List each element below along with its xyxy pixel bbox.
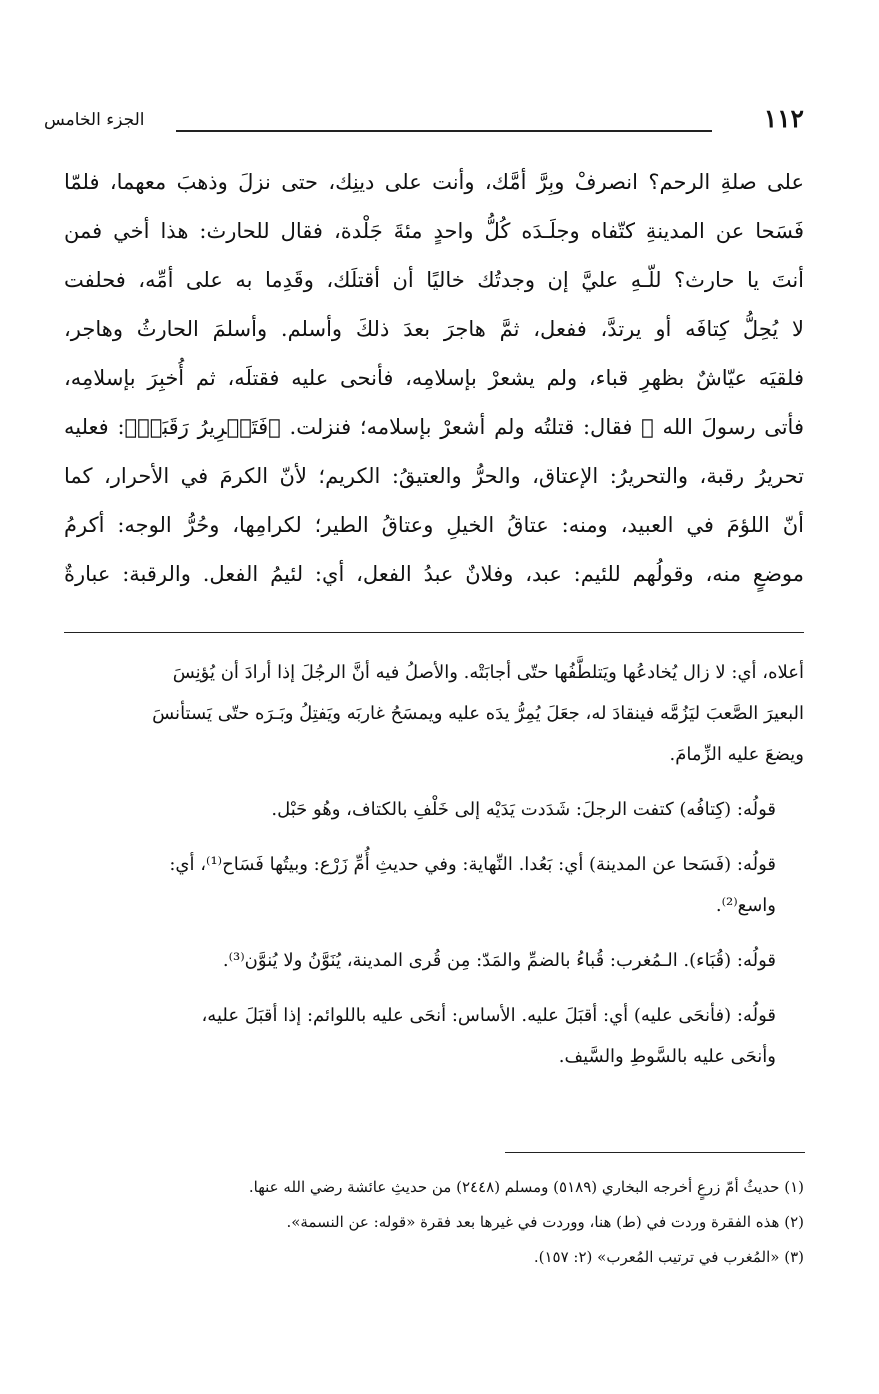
commentary-line: أعلاه، أي: لا زال يُخادعُها ويَتلطَّفُها حتّى أجابَتْه. والأصلُ فيه أنَّ الرجُلَ إذا أرادَ أن يُؤنِسَ — [172, 662, 804, 683]
commentary-line: وأنحَى عليه بالسَّوطِ والسَّيف. — [558, 1046, 776, 1067]
commentary-line: قولُه: (قُبَاء). الـمُغرب: قُباءُ بالضمِّ والمَدّ: مِن قُرى المدينة، يُنَوَّنُ ولا يُنوَّن⁽³⁾. — [222, 950, 776, 971]
page-number: ١١٢ — [763, 104, 804, 133]
commentary-line: قولُه: (فأنحَى عليه) أي: أقبَلَ عليه. الأساس: أنحَى عليه باللوائم: إذا أقبَلَ عليه، — [201, 1005, 776, 1026]
book-part-title: الجزء الخامس — [44, 110, 145, 130]
footnotes — [64, 1170, 804, 1275]
footnote-divider — [505, 1152, 805, 1153]
commentary-line: البعيرَ الصَّعبَ ليَزُمَّه فينقادَ له، جعَلَ يُمِرُّ يدَه عليه ويمسَحُ غاربَه ويَفتِلُ وبَـرَه حتّى يَستأنسَ — [152, 703, 804, 724]
commentary-paragraph — [64, 940, 804, 981]
main-text-line: موضعٍ منه، وقولُهم للئيم: عبد، وفلانٌ عبدُ الفعل، أي: لئيمُ الفعل. والرقبة: عبارةٌ — [64, 562, 804, 586]
commentary-line: قولُه: (فَسَحا عن المدينة) أي: بَعُدا. النِّهاية: وفي حديثِ أُمِّ زَرْع: وبيتُها فَسَاح⁽¹⁾، أي: — [169, 854, 776, 875]
main-text-line: أنتَ يا حارث؟ للّـهِ عليَّ إن وجدتُك خاليًا أن أقتلَك، وقَدِما به على أمِّه، فحلفت — [64, 268, 804, 292]
commentary-paragraph — [64, 789, 804, 830]
main-divider — [64, 632, 804, 633]
main-text-line: فأتى رسولَ الله ﷺ فقال: قتلتُه ولم أشعرْ بإسلامه؛ فنزلت. ﴿فَتَحۡرِيرُ رَقَبَةٖ﴾: فعليه — [64, 415, 804, 439]
header-rule — [176, 130, 712, 132]
commentary-line: واسع⁽²⁾. — [715, 895, 776, 916]
footnote: (٣) «المُغرب في ترتيب المُعرب» (٢: ١٥٧). — [533, 1248, 804, 1266]
commentary-line: قولُه: (كِتافُه) كتفت الرجلَ: شَدَدت يَدَيْه إلى خَلْفِ بالكتاف، وهُو حَبْل. — [271, 799, 776, 820]
commentary-paragraph — [64, 652, 804, 775]
commentary-line: ويضعَ عليه الزِّمامَ. — [669, 744, 804, 765]
main-text-line: فلقيَه عيّاشٌ بظهرِ قباء، ولم يشعرْ بإسلامِه، فأنحى عليه فقتلَه، ثم أُخبِرَ بإسلامِه، — [64, 366, 804, 390]
main-text-line: على صلةِ الرحم؟ انصرفْ وبِرَّ أمَّك، وأنت على دينِك، حتى نزلَ وذهبَ معهما، فلمّا — [64, 170, 804, 194]
footnote: (١) حديثُ أمّ زرعٍ أخرجه البخاري (٥١٨٩) ومسلم (٢٤٤٨) من حديثِ عائشة رضي الله عنها. — [248, 1178, 804, 1196]
main-text-line: فَسَحا عن المدينةِ كتّفاه وجلَـدَه كُلُّ واحدٍ مئةَ جَلْدة، فقال للحارث: هذا أخي فمن — [64, 219, 804, 243]
footnote: (٢) هذه الفقرة وردت في (ط) هنا، ووردت في غيرها بعد فقرة «قوله: عن النسمة». — [286, 1213, 804, 1231]
main-text-line: لا يُحِلُّ كِتافَه أو يرتدَّ، ففعل، ثمَّ هاجرَ بعدَ ذلكَ وأسلم. وأسلمَ الحارثُ وهاجر، — [64, 317, 804, 341]
commentary-paragraph — [64, 844, 804, 926]
main-text — [64, 158, 804, 599]
main-text-line: تحريرُ رقبة، والتحريرُ: الإعتاق، والحرُّ والعتيقُ: الكريم؛ لأنّ الكرمَ في الأحرار، كما — [64, 464, 804, 488]
commentary-paragraph — [64, 995, 804, 1077]
main-text-line: أنّ اللؤمَ في العبيد، ومنه: عتاقُ الخيلِ وعتاقُ الطير؛ لكرامِها، وحُرُّ الوجه: أكرمُ — [64, 513, 804, 537]
page-header — [44, 104, 804, 144]
commentary — [64, 652, 804, 1091]
